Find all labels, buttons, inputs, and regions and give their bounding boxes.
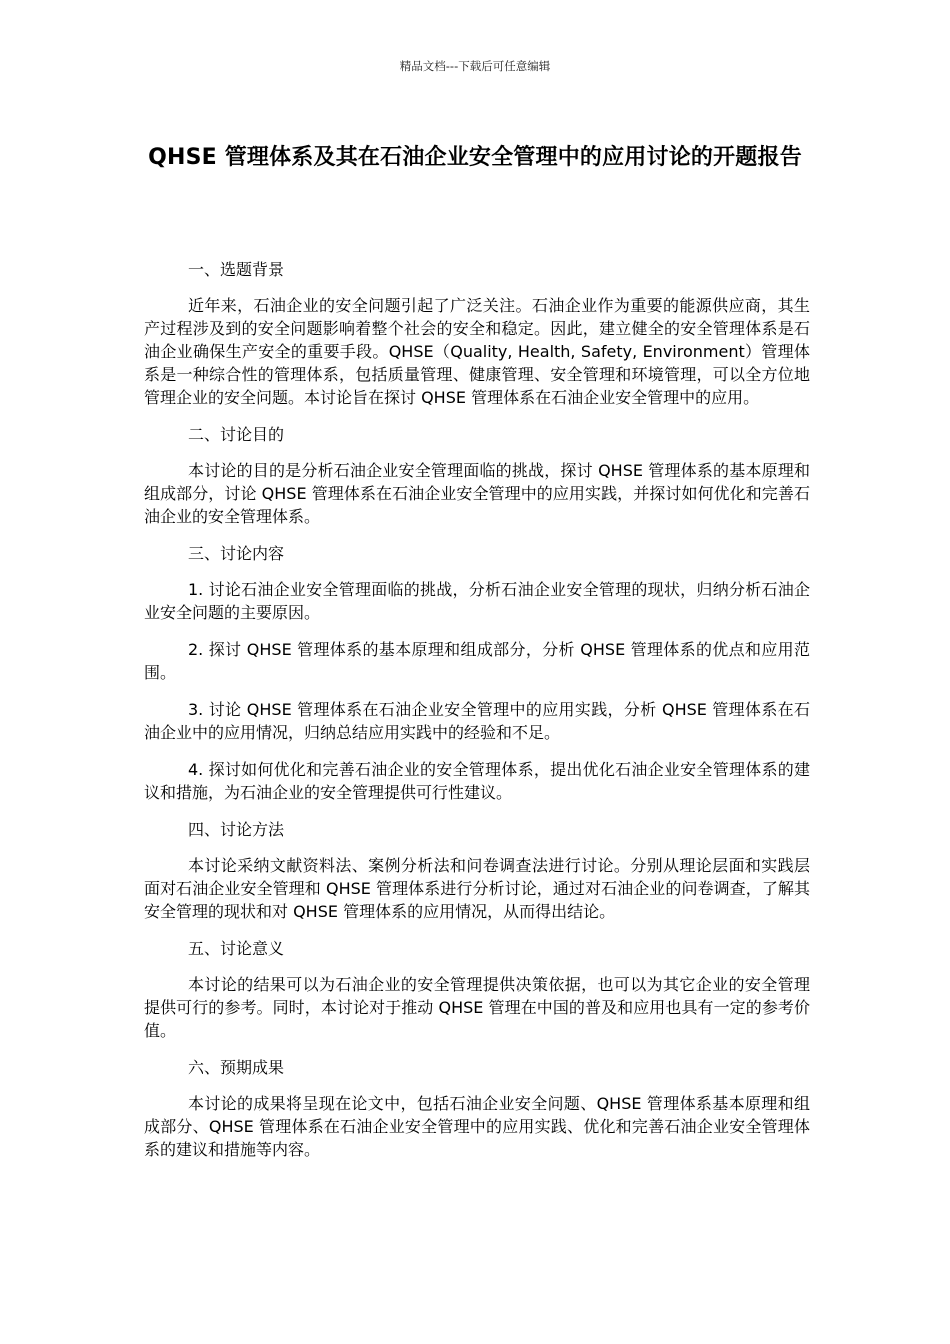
content-list-item: 4. 探讨如何优化和完善石油企业的安全管理体系，提出优化石油企业安全管理体系的建议和措施，为石油企业的安全管理提供可行性建议。 (144, 760, 810, 802)
content-list-item: 2. 探讨 QHSE 管理体系的基本原理和组成部分，分析 QHSE 管理体系的优点和应用范围。 (144, 640, 810, 682)
section-paragraph-results: 本讨论的成果将呈现在论文中，包括石油企业安全问题、QHSE 管理体系基本原理和组成部分、QHSE 管理体系在石油企业安全管理中的应用实践、优化和完善石油企业安全管理体系的建议和措施等内容。 (144, 1094, 810, 1159)
section-heading-content: 三、讨论内容 (188, 544, 285, 563)
document-body (144, 258, 810, 1175)
document-title: QHSE 管理体系及其在石油企业安全管理中的应用讨论的开题报告 (148, 145, 802, 170)
section-paragraph-background: 近年来，石油企业的安全问题引起了广泛关注。石油企业作为重要的能源供应商，其生产过程涉及到的安全问题影响着整个社会的安全和稳定。因此，建立健全的安全管理体系是石油企业确保生产安全的重要手段。QHSE（Quality, Health, Safety, Environment）管理体系是一种综合性的管理体系，包括质量管理、健康管理、安全管理和环境管理，可以全方位地管理企业的安全问题。本讨论旨在探讨 QHSE 管理体系在石油企业安全管理中的应用。 (144, 296, 810, 407)
section-heading-purpose: 二、讨论目的 (188, 425, 285, 444)
section-heading-method: 四、讨论方法 (188, 820, 285, 839)
section-heading-results: 六、预期成果 (188, 1058, 285, 1077)
section-heading-significance: 五、讨论意义 (188, 939, 285, 958)
section-paragraph-method: 本讨论采纳文献资料法、案例分析法和问卷调查法进行讨论。分别从理论层面和实践层面对石油企业安全管理和 QHSE 管理体系进行分析讨论，通过对石油企业的问卷调查，了解其安全管理的现状和对 QHSE 管理体系的应用情况，从而得出结论。 (144, 856, 810, 921)
content-list-item: 1. 讨论石油企业安全管理面临的挑战，分析石油企业安全管理的现状，归纳分析石油企业安全问题的主要原因。 (144, 580, 810, 622)
content-list-item: 3. 讨论 QHSE 管理体系在石油企业安全管理中的应用实践，分析 QHSE 管理体系在石油企业中的应用情况，归纳总结应用实践中的经验和不足。 (144, 700, 810, 742)
page-header: 精品文档---下载后可任意编辑 (399, 59, 551, 73)
section-paragraph-significance: 本讨论的结果可以为石油企业的安全管理提供决策依据，也可以为其它企业的安全管理提供可行的参考。同时，本讨论对于推动 QHSE 管理在中国的普及和应用也具有一定的参考价值。 (144, 975, 810, 1040)
section-heading-background: 一、选题背景 (188, 260, 285, 279)
section-paragraph-purpose: 本讨论的目的是分析石油企业安全管理面临的挑战，探讨 QHSE 管理体系的基本原理和组成部分，讨论 QHSE 管理体系在石油企业安全管理中的应用实践，并探讨如何优化和完善石油企业的安全管理体系。 (144, 461, 810, 526)
